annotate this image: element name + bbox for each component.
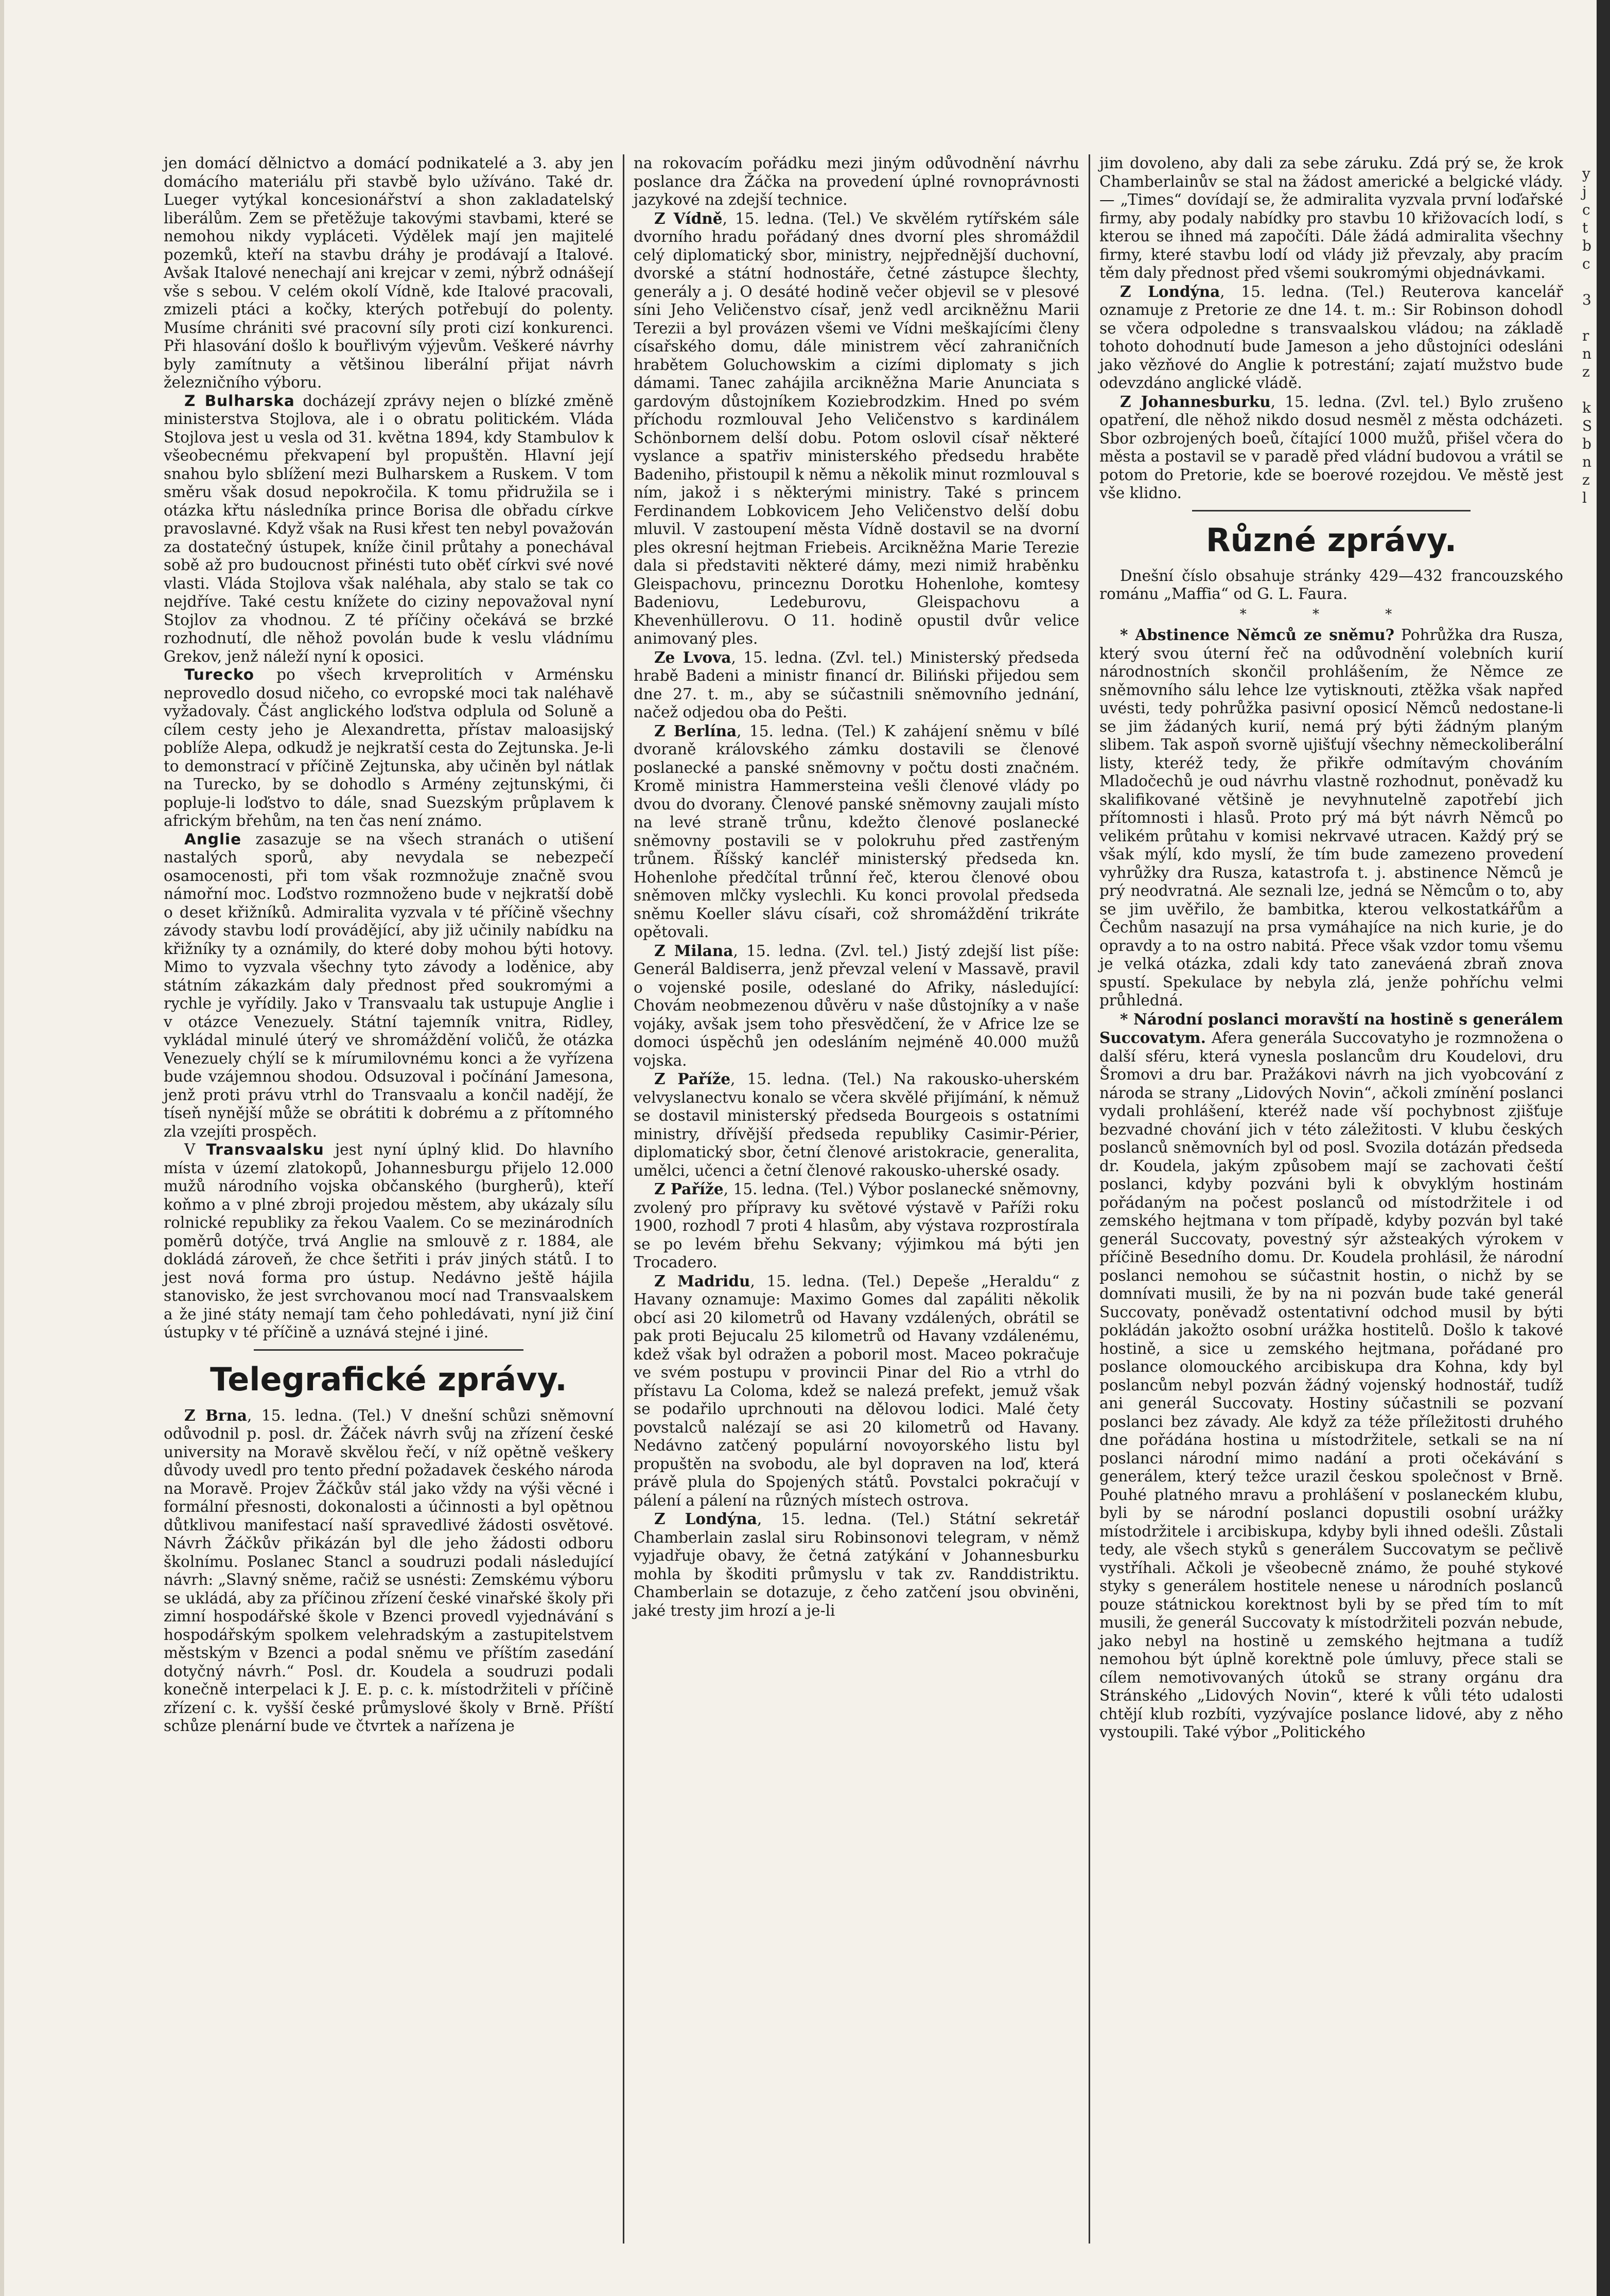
article-paragraph: Anglie zasazuje se na všech stranách o utišení nastalých sporů, aby nevydala se nebezpečí osamocenosti, při tom však rozmnožuje značně svou námořní moc. Loďstvo rozmnoženo bude v nejkratší době o deset křižníků. Admiralita vyzvala v té příčině všechny závody stavbu lodí provádějící, aby již učinily nabídku na křižníky ty a oznámily, do které doby mohou býti hotovy. Mimo to vyzvala všechny tyto závody a loděnice, aby státním zákazkám daly přednost před soukromými a rychle je vyřídily. Jako v Transvaalu tak ustupuje Anglie i v otázce Venezuely. Státní tajemník vnitra, Ridley, vykládal minulé úterý ve shromáždění voličů, že otázka Venezuely chýlí se k mírumilovnému konci a že vyřízena bude vzájemnou shodou. Odsuzoval i počínání Jamesona, jenž proti právu vtrhl do Transvaalu a končil nadějí, že tíseň nynější může se obrátiti k dobrému a z přítomného zla vzejíti prospěch.: [164, 830, 614, 1140]
section-lead: Turecko: [184, 666, 255, 683]
dateline: Ze Lvova: [654, 648, 731, 666]
telegram: Ze Lvova, 15. ledna. (Zvl. tel.) Ministerský předseda hrabě Badeni a ministr financí dr. Biliński přijedou sem dne 27. t. m., aby se súčastnili sněmovního jednání, načež odjedou oba do Pešti.: [634, 648, 1080, 721]
scan-edge-left: [0, 0, 4, 2296]
scan-edge-right: [1597, 0, 1610, 2296]
section-heading: Různé zprávy.: [1205, 521, 1457, 559]
telegram: Z Berlína, 15. ledna. (Tel.) K zahájení sněmu v bílé dvoraně královského zámku dostavili se členové poslanecké a panské sněmovny v počtu dosti značném. Kromě ministra Hammersteina vešli členové vlády po dvou do dvorany. Členové panské sněmovny zaujali místo na levé straně trůnu, kdežto členové poslanecké sněmovny postavili se v polokruhu před zastřeným trůnem. Říšský kancléř ministerský předseda kn. Hohenlohe předčítal trůnní řeč, kterou členové obou sněmoven mlčky vyslechli. Ku konci provolal předseda sněmu Koeller slávu císaři, což shromáždění trikráte opětovali.: [634, 721, 1079, 941]
separator-stars: * * *: [1239, 606, 1423, 622]
telegram: Z Johannesburku, 15. ledna. (Zvl. tel.) Bylo zrušeno opatření, dle něhož nikdo dosud nesměl z města odcházeti. Sbor ozbrojených boeů, čítající 1000 mužů, přišel včera do města a postavil se v paradě před vládní budovou a vrátil se potom do Pretorie, kde se boerové rozejdou. Ve městě jest vše klidno.: [1099, 392, 1563, 502]
item-headline: * Národní poslanci moravští na hostině s generálem Succovatym.: [1099, 1010, 1563, 1047]
telegram: Z Brna, 15. ledna. (Tel.) V dnešní schůzi sněmovní odůvodnil p. posl. dr. Žáček návrh svůj na zřízení české university na Moravě skvělou řečí, v níž opětně veškery důvody uvedl pro tento přední požadavek českého národa na Moravě. Projev Žáčkův stál jako vždy na výši věcné i formální přesnosti, dokonalosti a účinnosti a byl opětnou důtklivou manifestací naší spravedlivé žádosti osvětové. Návrh Žáčkův přikázán byl dle jeho žádosti odboru školnímu. Poslanec Stancl a soudruzi podali následující návrh: „Slavný sněme, račiž se usnésti: Zemskému výboru se ukládá, aby za příčinou zřízení české vinařské školy při zimní hospodářské škole v Bzenci provedl vyjednávání s hospodářským spolkem velehradským a zastupitelstvem městským v Bzenci a podal sněmu ve příštím zasedání dotyčný návrh.“ Posl. dr. Koudela a soudruzi podali konečně interpelaci k J. E. p. c. k. místodržiteli v příčině zřízení c. k. vyšší české průmyslové školy v Brně. Příští schůze plenární bude ve čtvrtek a nařízena je: [164, 1406, 614, 1735]
dateline: Z Brna: [184, 1406, 248, 1424]
dateline: Z Londýna: [1120, 282, 1220, 301]
telegram: Z Madridu, 15. ledna. (Tel.) Depeše „Heraldu“ z Havany oznamuje: Maximo Gomes dal zapáliti několik obcí asi 20 kilometrů od Havany vzdálených, obrátil se pak proti Bejucalu 25 kilometrů od Havany vzdálenému, kdež však byl odražen a poboril most. Maceo pokračuje ve svém postupu v provincii Pinar del Rio a vtrhl do přístavu La Coloma, kdež se nalezá prefekt, jemuž však se podařilo uprchnouti na dělovou lodici. Malé čety povstalců nalézají se asi 20 kilometrů od Havany. Nedávno zatčený populární novoyorského listu byl propuštěn na svobodu, ale byl dopraven na loď, která právě plula do Spojených států. Povstalci pokračují v pálení a pálení na různých místech ostrova.: [634, 1271, 1079, 1509]
divider: [1192, 510, 1471, 511]
column-3: [1089, 154, 1572, 2244]
news-item: * Národní poslanci moravští na hostině s generálem Succovatym. Afera generála Succovatyho je rozmnožena o další sféru, která vynesla poslancům dru Koudelovi, dru Šromovi a dru bar. Pražákovi návrh na jich vyobcování z národa se strany „Lidových Novin“, ačkoli zmínění poslanci vydali prohlášení, kteréž nade vší pochybnost zjišťuje bezvadné chování jich v této záležitosti. V klubu českých poslanců sněmovních byl od posl. Svozila dotázán předseda dr. Koudela, jakým způsobem mají se zachovati čeští poslanci, kdyby pozváni byli k obvyklým hostinám pořádaným na počest poslanců od místodržitele i od zemského hejtmana v tom případě, kdyby pozván byl také generál Succovaty, povestný sýr ažsteakých výrokem v příčině Besedního domu. Dr. Koudela prohlásil, že národní poslanci nemohou se súčastnit hostin, o nichž by se domnívati musili, že by na ni pozván bude také generál Succovaty, poněvadž ostentativní odchod musil by býti pokládán jakožto osobní urážka hostitelů. Došlo k takové hostině, a sice u zemského hejtmana, pořádané pro poslance olomouckého arcibiskupa dra Kohna, kdy byl poslancům nebyl pozván žádný vojenský hodnostář, tudíž ani generál Succovaty. Hostiny súčastnili se pozvaní poslanci bez závady. Ale když za téže příležitosti druhého dne pořádána hostina u místodržitele, setkali se na ní poslanci národní mimo nadání a proti očekávání s generálem, který težce urazil českou společnost v Brně. Pouhé platného mravu a prohlášení v poslaneckém klubu, byli by se národní poslanci dopustili osobní urážky místodržitele i arcibiskupa, kdyby byli ihned odešli. Zůstali tedy, ale všech styků s generálem Succovatym se pečlivě vystříhali. Ačkoli je všeobecně známo, že pouhé stykové styky s generálem hostitele nenese u národních poslanců pouze státnickou korektnost byli by se před tím to mít musili, že generál Succovaty k místodržiteli pozván nebude, jako nebyl na hostině u zemského hejtmana a tudíž nemohou být úplně korektně pole úmluvy, přece stali se cílem nemotivovaných útoků se strany orgánu dra Stránského „Lidových Novin“, které k vůli této udalosti chtějí klub rozbíti, vyzývajíce poslance lidové, aby z něho vystoupili. Také výbor „Politického: [1099, 1010, 1563, 1741]
dateline: Z Madridu: [654, 1271, 750, 1290]
article-paragraph: V Transvaalsku jest nyní úplný klid. Do hlavního místa v území zlatokopů, Johannesburgu přijelo 12.000 mužů národního vojska občanského (burgherů), kteří koňmo a v plné zbroji projedou městem, aby ukázaly sílu rolnické republiky za řekou Vaalem. Co se mezinárodních poměrů dotýče, trvá Anglie na smlouvě z r. 1884, ale dokládá zároveň, že chce šetřiti i práv jiných států. I to jest nová forma pro ústup. Nedávno ještě hájila stanovisko, že jest svrchovanou mocí nad Transvaalskem a že jiné státy nemají tam čeho pohledávati, nyní již činí ústupky v té příčině a uznává stejné i jiné.: [164, 1141, 614, 1341]
telegram: Z Vídně, 15. ledna. (Tel.) Ve skvělém rytířském sále dvorního hradu pořádaný dnes dvorní ples shromáždil celý diplomatický sbor, ministry, nejpřednější duchovní, dvorské a státní hodnostáře, četné zástupce šlechty, generály a j. O desáté hodině večer objevil se v plesové síni Jeho Veličenstvo císař, jenž vedl arcikněžnu Marii Terezii a byl provázen všemi ve Vídni meškajícími členy císařského domu, dále ministrem věcí zahraničních hrabětem Goluchowskim a cizími diplomaty s jich dámami. Tanec zahájila arcikněžna Marie Anunciata s gardovým důstojníkem Koziebrodzkim. Hned po svém příchodu rozmlouval Jeho Veličenstvo s kardinálem Schönbornem delší dobu. Potom oslovil císař některé vyslance a spatřiv ministerského předsedu hraběte Badeniho, přistoupil k němu a několik minut rozmlouval s ním, jakož i s některými ministry. Také s princem Ferdinandem Lobkovicem Jeho Veličenstvo delší dobu mluvil. V zastoupení města Vídně dostavil se na dvorní ples okresní hejtman Friebeis. Arcikněžna Marie Terezie dala si představiti některé dámy, mezi nimiž hraběnku Gleispachovu, princeznu Dorotku Hohenlohe, komtesy Badeniovu, Ledeburovu, Gleispachovu a Khevenhüllerovu. O 11. hodině opustil dvůr velice animovaný ples.: [634, 209, 1079, 647]
dateline: Z Paříže: [654, 1180, 724, 1198]
section-lead: Transvaalsku: [206, 1141, 324, 1158]
adjacent-page-fragment: y j c t b c 3 r n z k S b n z l: [1582, 165, 1592, 506]
article-paragraph: Turecko po všech krveprolitích v Arménsku neprovedlo dosud ničeho, co evropské moci tak naléhavě vyžadovaly. Část anglického loďstva odplula od Soluně a cílem cesty jeho je Alexandretta, přístav maloasijský poblíže Alepa, odkudž je nejkratší cesta do Zejtunska. Je-li to demonstrací v příčině Zejtunska, aby učiněn byl nátlak na Turecko, by se dohodlo s Armény zejtunskými, či popluje-li loďstvo to dále, snad Suezským průplavem k africkým břehům, na ten čas není známo.: [164, 666, 614, 829]
telegram: Z Milana, 15. ledna. (Zvl. tel.) Jistý zdejší list píše: Generál Baldiserra, jenž převzal velení v Massavě, pravil o vojenské posile, odeslané do Afriky, následující: Chovám neobmezenou důvěru v naše důstojníky a v naše vojáky, avšak jsem toho přesvědčení, že v Africe lze se domoci úspěchů jen odesláním nejméně 40.000 mužů vojska.: [634, 941, 1079, 1069]
dateline: Z Paříže: [654, 1070, 731, 1088]
section-lead: Anglie: [184, 830, 242, 848]
telegram: Z Paříže, 15. ledna. (Tel.) Na rakousko-uherském velvyslanectvu konalo se včera skvělé přijímání, k němuž se dostavil ministerský předseda Bourgeois s ostatními ministry, dřívější předseda republiky Casimir-Périer, diplomatický sbor, četní členové aristokracie, generalita, umělci, učenci a četní členové rakousko-uherské osady.: [634, 1070, 1079, 1179]
column-1: [154, 154, 623, 2244]
telegram: Z Paříže, 15. ledna. (Tel.) Výbor poslanecké sněmovny, zvolený pro přípravy ku světové výstavě v Paříži roku 1900, rozhodl 7 proti 4 hlasům, aby výstava rozprostírala se po levém břehu Sekvany; výjimkou má býti jen Trocadero.: [634, 1180, 1079, 1271]
section-lead: Z Bulharska: [184, 392, 295, 410]
dateline: Z Vídně: [654, 209, 723, 227]
article-paragraph: na rokovacím pořádku mezi jiným odůvodnění návrhu poslance dra Žáčka na provedení úplné rovnoprávnosti jazykové na zdejší technice.: [634, 154, 1079, 208]
article-paragraph: Z Bulharska docházejí zprávy nejen o blízké změně ministerstva Stojlova, ale i o obratu politickém. Vláda Stojlova jest u vesla od 31. května 1894, kdy Stambulov k všeobecnému překvapení byl propuštěn. Hlavní její snahou bylo sblížení mezi Bulharskem a Ruskem. V tom směru však dosud nepokročila. K tomu přidružila se i otázka křtu následníka prince Borisa dle obřadu církve pravoslavné. Když však na Rusi křest ten nebyl považován za dostatečný ústupek, kníže činil průtahy a ponechával sobě až pro budoucnost přinésti tuto oběť církvi své nové vlasti. Vláda Stojlova však naléhala, aby stalo se tak co nejdříve. Také cestu knížete do ciziny nepovažoval nyní Stojlov za vhodnou. Z té příčiny očekává se brzké rozhodnutí, dle něhož povolán bude k veslu vládnímu Grekov, jenž náleží nyní k oposici.: [164, 392, 614, 665]
item-headline: * Abstinence Němců ze sněmu?: [1120, 626, 1395, 644]
column-2: [623, 154, 1089, 2244]
dateline: Z Johannesburku: [1120, 392, 1271, 411]
newspaper-page: [154, 154, 1572, 2244]
article-paragraph: jim dovoleno, aby dali za sebe záruku. Zdá prý se, že krok Chamberlainův se stal na žádost americké a belgické vlády. — „Times“ dovídají se, že admiralita vyzvala první loďařské firmy, aby podaly nabídky pro stavbu 10 křižovacích lodí, s kterou se ihned má započíti. Dále žádá admiralita všechny firmy, které stavbu lodí od vlády již převzaly, aby pracím těm daly přednost před všemi soukromými objednávkami.: [1099, 154, 1563, 281]
dateline: Z Berlína: [654, 721, 737, 740]
dateline: Z Londýna: [654, 1510, 757, 1528]
notice-paragraph: Dnešní číslo obsahuje stránky 429—432 francouzského románu „Maffia“ od G. L. Faura.: [1099, 567, 1563, 603]
divider: [254, 1349, 523, 1351]
section-heading: Telegrafické zprávy.: [210, 1360, 567, 1398]
article-paragraph: jen domácí dělnictvo a domácí podnikatelé a 3. aby jen domácího materiálu při stavbě bylo užíváno. Také dr. Lueger vytýkal koncesionářství a shon zakladatelský liberálům. Zem se přetěžuje takovými stavbami, které se nemohou nikdy vypláceti. Výdělek mají jen majitelé pozemků, kteří na stavbu dráhy je prodávají a Italové. Avšak Italové nenechají ani krejcar v zemi, nýbrž odnášejí vše s sebou. V celém okolí Vídně, kde Italové pracovali, zmizeli ptáci a kočky, kterých potřebují do polenty. Musíme chrániti své pracovní síly proti cizí konkurenci. Při hlasování došlo k bouřlivým výjevům. Veškeré návrhy byly zamítnuty a většinou liberální přijat návrh železničního výboru.: [164, 154, 614, 391]
telegram: Z Londýna, 15. ledna. (Tel.) Státní sekretář Chamberlain zaslal siru Robinsonovi telegram, v němž vyjadřuje obavy, že četná zatýkání v Johannesburku mohla by škoditi průmyslu v tak zv. Randdistriktu. Chamberlain se dotazuje, z čeho zatčení jsou obviněni, jaké tresty jim hrozí a je-li: [634, 1510, 1079, 1619]
dateline: Z Milana: [654, 941, 733, 960]
telegram: Z Londýna, 15. ledna. (Tel.) Reuterova kancelář oznamuje z Pretorie ze dne 14. t. m.: Sir Robinson dohodl se včera odpoledne s transvaalskou vládou; na základě tohoto dohodnutí bude Jameson a jeho důstojníci odesláni jako vězňové do Anglie k potrestání; zajatí mužstvo bude odevzdáno anglické vládě.: [1099, 282, 1563, 392]
news-item: * Abstinence Němců ze sněmu? Pohrůžka dra Rusza, který svou úterní řeč na odůvodnění volebních kurií národnostních skončil prohlášením, že Němce ze sněmovního sálu lehce lze vytisknouti, ztěžka však napřed uvésti, tedy pohrůžka pasivní oposicí Němců nedostane-li se jim žádaných kurií, nemá prý býti žádným planým slibem. Tak aspoň svorně ujišťují všechny německoliberální listy, kteréž tedy, že přikře odmítavým chováním Mladočechů je oud návrhu vlastně rozhodnut, poněvadž ku skalifikované většině je nevyhnutelně zapotřebí jich přítomnosti i hlasů. Proto prý má být návrh Němců po velikém průtahu v komisi nekrvavé utracen. Každý prý se však mýlí, kdo myslí, že tím bude zamezeno provedení vyhrůžky dra Rusza, katastrofa t. j. abstinence Němců je prý neodvratná. Ale seznali lze, jedná se Němcům o to, aby se jim uvěřilo, že bambitka, kterou velkostatkářům a Čechům nasazují na prsa vymáhajíce na nich kurie, je do opravdy a to na ostro nabitá. Přece však vzdor tomu všemu je velká otázka, zdali kdy tato zaneváená zbraň znova spustí. Spekulace by nebyla zlá, jenže pohříchu velmi průhledná.: [1099, 626, 1563, 1009]
